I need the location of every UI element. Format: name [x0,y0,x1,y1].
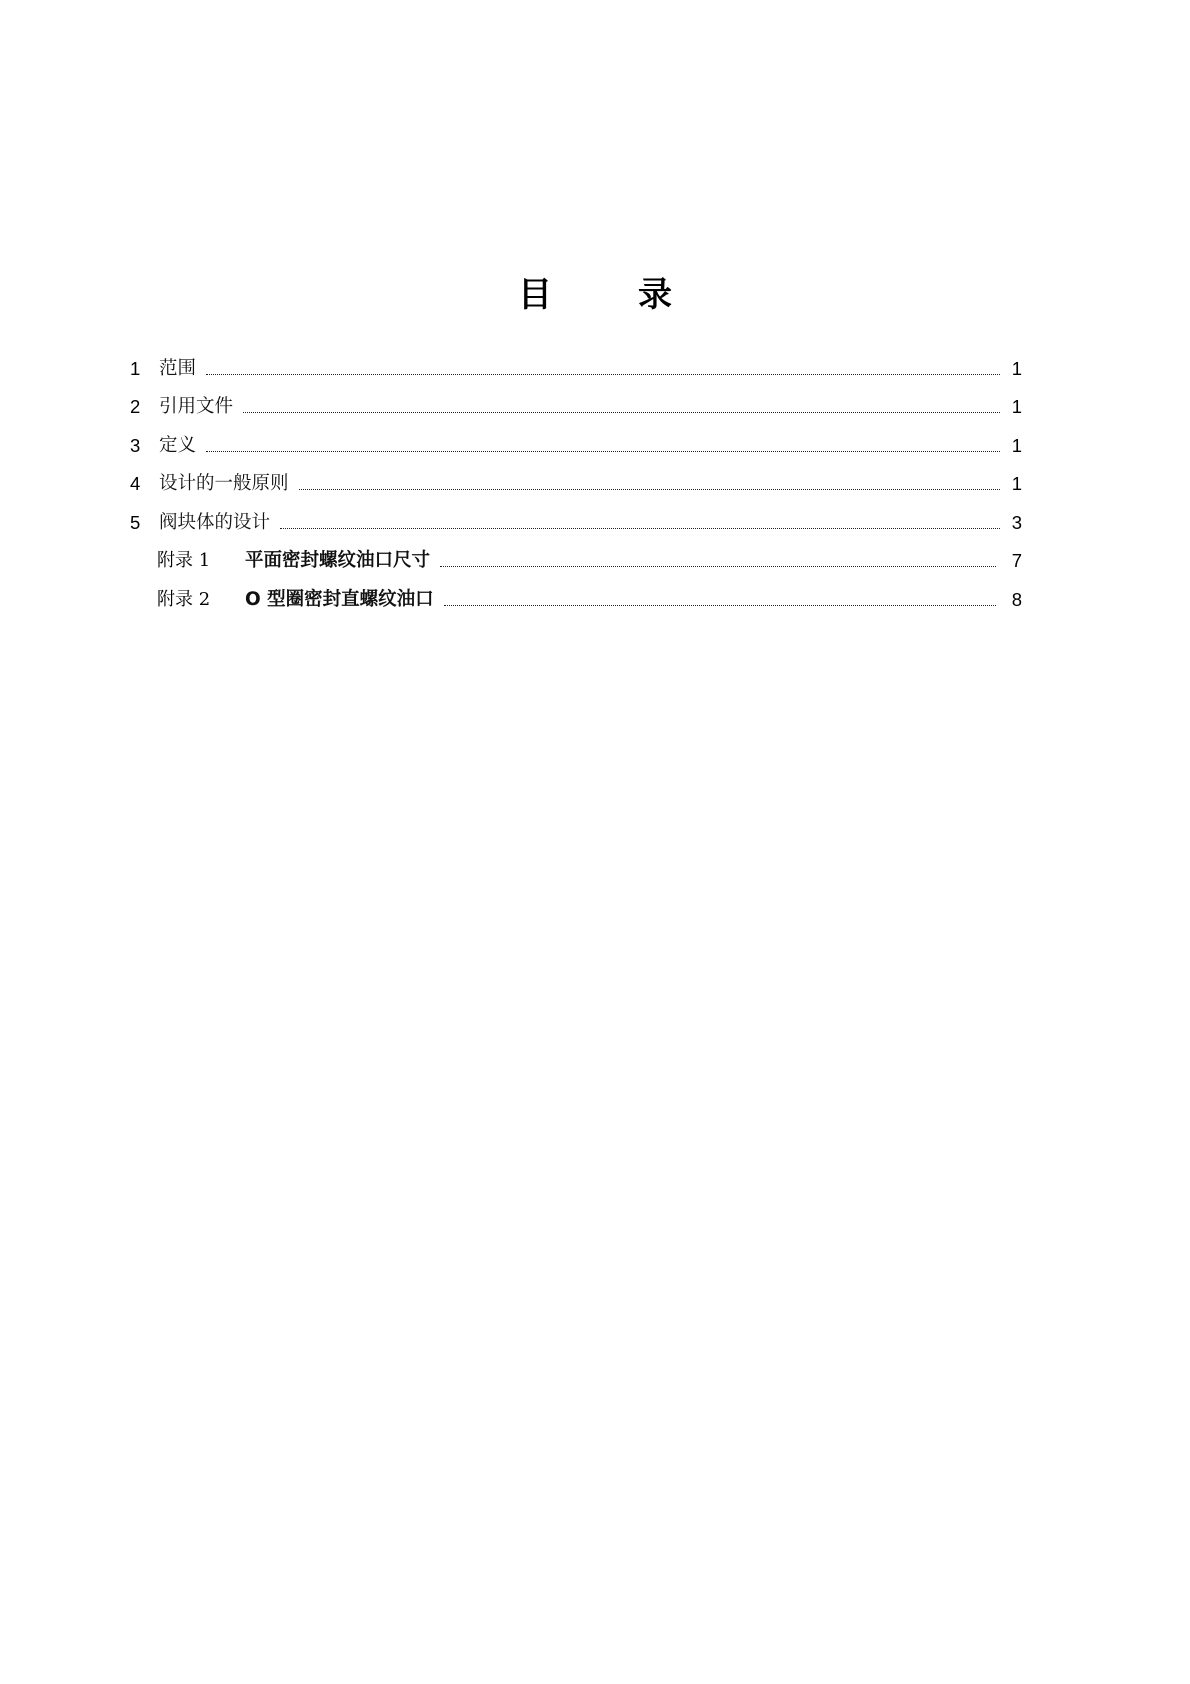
appendix-prefix: 附录 1 [157,550,211,571]
title-char-2: 录 [638,274,672,315]
toc-entry-label: 引用文件 [159,396,234,417]
dot-leader [299,489,1000,490]
toc-entry-page: 8 [1011,588,1022,610]
toc-entry-label: 范围 [159,357,197,379]
dot-leader [243,412,1000,413]
dot-leader [206,374,1000,375]
toc-entry-appendix-2[interactable] [130,573,1022,612]
toc-entry-label: 平面密封螺纹油口尺寸 [245,550,431,571]
toc-entry-number: 3 [130,434,141,456]
dot-leader [206,451,1000,452]
toc-entry-label: O 型圈密封直螺纹油口 [245,588,434,610]
dot-leader [444,605,996,606]
toc-entry-label: 设计的一般原则 [159,473,289,494]
toc-entry-page: 7 [1011,550,1022,571]
toc-entry-label: 定义 [159,434,197,456]
toc-entry-appendix-1[interactable] [130,535,1022,574]
toc-entry-references[interactable] [130,381,1022,420]
toc-entry-label: 阀块体的设计 [159,511,271,533]
table-of-contents [130,342,1022,612]
toc-entry-scope[interactable] [130,342,1022,381]
toc-entry-valve-block-design[interactable] [130,496,1022,535]
toc-entry-general-principles[interactable] [130,458,1022,497]
toc-entry-page: 3 [1011,511,1022,533]
toc-entry-number: 5 [130,511,141,533]
toc-entry-page: 1 [1011,396,1022,417]
toc-entry-number: 4 [130,473,141,494]
title-char-1: 目 [518,274,552,315]
toc-entry-number: 2 [130,396,141,417]
appendix-prefix: 附录 2 [157,588,211,610]
toc-entry-page: 1 [1011,357,1022,379]
toc-entry-number: 1 [130,357,141,379]
toc-entry-definitions[interactable] [130,419,1022,458]
dot-leader [280,528,1000,529]
toc-entry-page: 1 [1011,473,1022,494]
page-title [0,275,1190,315]
toc-entry-page: 1 [1011,434,1022,456]
dot-leader [440,566,996,567]
